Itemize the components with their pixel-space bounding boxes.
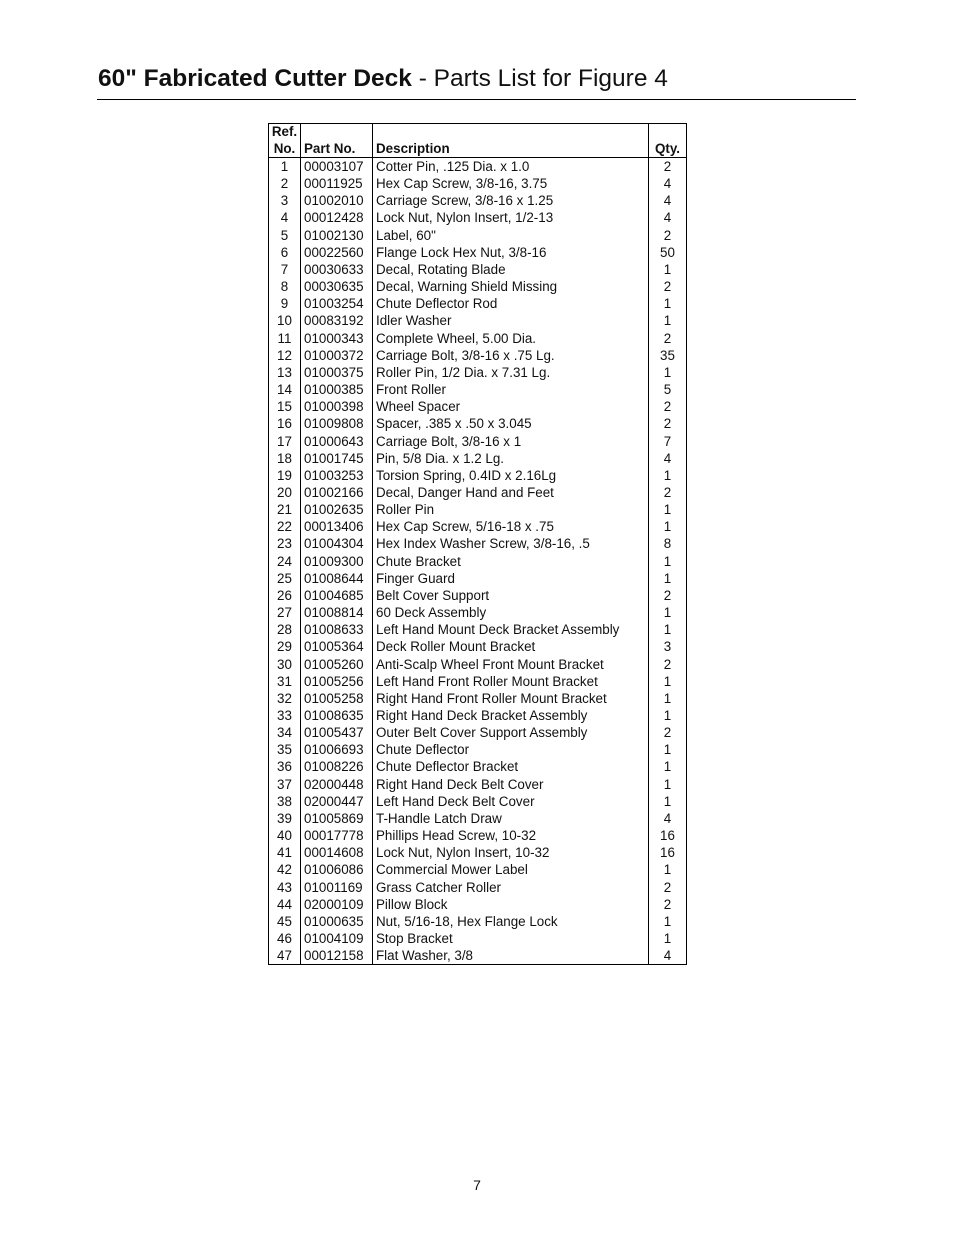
part-no-cell: 01008633: [301, 621, 373, 638]
qty-cell: 1: [649, 570, 687, 587]
table-row: [269, 227, 687, 244]
qty-cell: 1: [649, 930, 687, 947]
table-row: [269, 896, 687, 913]
description-cell: Decal, Rotating Blade: [373, 261, 649, 278]
part-no-cell: 01005869: [301, 810, 373, 827]
table-row: [269, 278, 687, 295]
ref-no-cell: 17: [269, 433, 301, 450]
part-no-cell: 01008635: [301, 707, 373, 724]
description-cell: Chute Deflector Rod: [373, 295, 649, 312]
qty-cell: 1: [649, 913, 687, 930]
ref-no-cell: 2: [269, 175, 301, 192]
description-cell: Nut, 5/16-18, Hex Flange Lock: [373, 913, 649, 930]
qty-cell: 4: [649, 192, 687, 209]
header-ref-line2: No.: [273, 140, 296, 156]
table-row: [269, 930, 687, 947]
part-no-cell: 00030635: [301, 278, 373, 295]
page-title: [98, 64, 668, 94]
part-no-cell: 01002130: [301, 227, 373, 244]
ref-no-cell: 26: [269, 587, 301, 604]
table-row: [269, 604, 687, 621]
ref-no-cell: 31: [269, 673, 301, 690]
ref-no-cell: 30: [269, 656, 301, 673]
ref-no-cell: 6: [269, 244, 301, 261]
description-cell: Hex Index Washer Screw, 3/8-16, .5: [373, 535, 649, 552]
description-cell: Right Hand Deck Belt Cover: [373, 776, 649, 793]
qty-cell: 1: [649, 364, 687, 381]
part-no-cell: 01006086: [301, 861, 373, 878]
qty-cell: 2: [649, 484, 687, 501]
qty-cell: 2: [649, 227, 687, 244]
ref-no-cell: 32: [269, 690, 301, 707]
part-no-cell: 01001745: [301, 450, 373, 467]
ref-no-cell: 20: [269, 484, 301, 501]
qty-cell: 7: [649, 433, 687, 450]
qty-cell: 4: [649, 450, 687, 467]
table-row: [269, 913, 687, 930]
description-cell: Left Hand Mount Deck Bracket Assembly: [373, 621, 649, 638]
part-no-cell: 02000447: [301, 793, 373, 810]
table-row: [269, 484, 687, 501]
ref-no-cell: 39: [269, 810, 301, 827]
table-row: [269, 810, 687, 827]
description-cell: Cotter Pin, .125 Dia. x 1.0: [373, 158, 649, 176]
part-no-cell: 01009808: [301, 415, 373, 432]
table-row: [269, 312, 687, 329]
table-row: [269, 553, 687, 570]
table-row: [269, 450, 687, 467]
ref-no-cell: 47: [269, 947, 301, 965]
part-no-cell: 01009300: [301, 553, 373, 570]
qty-cell: 5: [649, 381, 687, 398]
ref-no-cell: 13: [269, 364, 301, 381]
table-row: [269, 861, 687, 878]
table-body: [269, 158, 687, 965]
qty-cell: 1: [649, 776, 687, 793]
table-row: [269, 724, 687, 741]
qty-cell: 8: [649, 535, 687, 552]
description-cell: Deck Roller Mount Bracket: [373, 638, 649, 655]
part-no-cell: 01000375: [301, 364, 373, 381]
part-no-cell: 01002635: [301, 501, 373, 518]
table-row: [269, 947, 687, 965]
description-cell: Left Hand Deck Belt Cover: [373, 793, 649, 810]
ref-no-cell: 40: [269, 827, 301, 844]
part-no-cell: 01004109: [301, 930, 373, 947]
table-row: [269, 776, 687, 793]
ref-no-cell: 9: [269, 295, 301, 312]
description-cell: Lock Nut, Nylon Insert, 1/2-13: [373, 209, 649, 226]
qty-cell: 1: [649, 467, 687, 484]
ref-no-cell: 27: [269, 604, 301, 621]
page-number: 7: [473, 1177, 481, 1193]
description-cell: Roller Pin: [373, 501, 649, 518]
qty-cell: 1: [649, 518, 687, 535]
description-cell: Phillips Head Screw, 10-32: [373, 827, 649, 844]
part-no-cell: 01008814: [301, 604, 373, 621]
ref-no-cell: 18: [269, 450, 301, 467]
ref-no-cell: 7: [269, 261, 301, 278]
part-no-cell: 01000372: [301, 347, 373, 364]
description-cell: Hex Cap Screw, 3/8-16, 3.75: [373, 175, 649, 192]
description-cell: Left Hand Front Roller Mount Bracket: [373, 673, 649, 690]
description-cell: Finger Guard: [373, 570, 649, 587]
qty-cell: 16: [649, 844, 687, 861]
qty-cell: 2: [649, 278, 687, 295]
part-no-cell: 01002166: [301, 484, 373, 501]
description-cell: Pillow Block: [373, 896, 649, 913]
ref-no-cell: 36: [269, 758, 301, 775]
part-no-cell: 00013406: [301, 518, 373, 535]
table-row: [269, 192, 687, 209]
description-cell: Label, 60": [373, 227, 649, 244]
title-divider: [97, 99, 856, 100]
header-qty: Qty.: [649, 124, 687, 158]
ref-no-cell: 10: [269, 312, 301, 329]
qty-cell: 4: [649, 175, 687, 192]
part-no-cell: 00012428: [301, 209, 373, 226]
description-cell: Idler Washer: [373, 312, 649, 329]
ref-no-cell: 11: [269, 330, 301, 347]
qty-cell: 2: [649, 656, 687, 673]
description-cell: Lock Nut, Nylon Insert, 10-32: [373, 844, 649, 861]
qty-cell: 16: [649, 827, 687, 844]
part-no-cell: 01008644: [301, 570, 373, 587]
qty-cell: 50: [649, 244, 687, 261]
qty-cell: 1: [649, 758, 687, 775]
ref-no-cell: 37: [269, 776, 301, 793]
qty-cell: 2: [649, 896, 687, 913]
part-no-cell: 00012158: [301, 947, 373, 965]
table-row: [269, 330, 687, 347]
qty-cell: 2: [649, 415, 687, 432]
description-cell: Right Hand Deck Bracket Assembly: [373, 707, 649, 724]
table-row: [269, 827, 687, 844]
table-row: [269, 758, 687, 775]
part-no-cell: 00022560: [301, 244, 373, 261]
description-cell: Torsion Spring, 0.4ID x 2.16Lg: [373, 467, 649, 484]
qty-cell: 35: [649, 347, 687, 364]
ref-no-cell: 19: [269, 467, 301, 484]
ref-no-cell: 8: [269, 278, 301, 295]
description-cell: Pin, 5/8 Dia. x 1.2 Lg.: [373, 450, 649, 467]
table-row: [269, 707, 687, 724]
ref-no-cell: 33: [269, 707, 301, 724]
table-row: [269, 844, 687, 861]
header-description: Description: [373, 124, 649, 158]
table-row: [269, 656, 687, 673]
part-no-cell: 01005260: [301, 656, 373, 673]
part-no-cell: 01000385: [301, 381, 373, 398]
description-cell: Hex Cap Screw, 5/16-18 x .75: [373, 518, 649, 535]
table-row: [269, 244, 687, 261]
qty-cell: 1: [649, 741, 687, 758]
ref-no-cell: 42: [269, 861, 301, 878]
description-cell: Chute Bracket: [373, 553, 649, 570]
qty-cell: 1: [649, 707, 687, 724]
header-row: [269, 124, 687, 158]
part-no-cell: 00003107: [301, 158, 373, 176]
part-no-cell: 01002010: [301, 192, 373, 209]
description-cell: Grass Catcher Roller: [373, 879, 649, 896]
table-row: [269, 518, 687, 535]
description-cell: Carriage Bolt, 3/8-16 x 1: [373, 433, 649, 450]
ref-no-cell: 44: [269, 896, 301, 913]
qty-cell: 1: [649, 793, 687, 810]
ref-no-cell: 22: [269, 518, 301, 535]
table-row: [269, 415, 687, 432]
description-cell: Flat Washer, 3/8: [373, 947, 649, 965]
header-part-no: Part No.: [301, 124, 373, 158]
part-no-cell: 00011925: [301, 175, 373, 192]
ref-no-cell: 45: [269, 913, 301, 930]
ref-no-cell: 3: [269, 192, 301, 209]
description-cell: Carriage Screw, 3/8-16 x 1.25: [373, 192, 649, 209]
description-cell: Stop Bracket: [373, 930, 649, 947]
ref-no-cell: 24: [269, 553, 301, 570]
qty-cell: 1: [649, 604, 687, 621]
part-no-cell: 01000643: [301, 433, 373, 450]
description-cell: Roller Pin, 1/2 Dia. x 7.31 Lg.: [373, 364, 649, 381]
table-header: [269, 124, 687, 158]
part-no-cell: 02000448: [301, 776, 373, 793]
qty-cell: 4: [649, 209, 687, 226]
ref-no-cell: 23: [269, 535, 301, 552]
ref-no-cell: 1: [269, 158, 301, 176]
table-row: [269, 673, 687, 690]
table-row: [269, 621, 687, 638]
qty-cell: 2: [649, 879, 687, 896]
qty-cell: 1: [649, 261, 687, 278]
table-row: [269, 398, 687, 415]
ref-no-cell: 21: [269, 501, 301, 518]
table-row: [269, 535, 687, 552]
part-no-cell: 01004685: [301, 587, 373, 604]
qty-cell: 1: [649, 553, 687, 570]
table-row: [269, 793, 687, 810]
part-no-cell: 01000398: [301, 398, 373, 415]
ref-no-cell: 29: [269, 638, 301, 655]
table-row: [269, 381, 687, 398]
part-no-cell: 01005258: [301, 690, 373, 707]
part-no-cell: 01005437: [301, 724, 373, 741]
table-row: [269, 158, 687, 176]
table-row: [269, 261, 687, 278]
qty-cell: 2: [649, 330, 687, 347]
ref-no-cell: 25: [269, 570, 301, 587]
part-no-cell: 01000343: [301, 330, 373, 347]
description-cell: Right Hand Front Roller Mount Bracket: [373, 690, 649, 707]
qty-cell: 2: [649, 158, 687, 176]
table-row: [269, 570, 687, 587]
qty-cell: 2: [649, 587, 687, 604]
description-cell: Commercial Mower Label: [373, 861, 649, 878]
header-ref-no: [269, 124, 301, 158]
qty-cell: 1: [649, 621, 687, 638]
part-no-cell: 01000635: [301, 913, 373, 930]
qty-cell: 4: [649, 947, 687, 965]
description-cell: Front Roller: [373, 381, 649, 398]
ref-no-cell: 12: [269, 347, 301, 364]
title-bold-part: 60" Fabricated Cutter Deck: [98, 65, 412, 92]
part-no-cell: 01005364: [301, 638, 373, 655]
ref-no-cell: 4: [269, 209, 301, 226]
part-no-cell: 01008226: [301, 758, 373, 775]
ref-no-cell: 35: [269, 741, 301, 758]
description-cell: Outer Belt Cover Support Assembly: [373, 724, 649, 741]
description-cell: Carriage Bolt, 3/8-16 x .75 Lg.: [373, 347, 649, 364]
qty-cell: 2: [649, 724, 687, 741]
ref-no-cell: 38: [269, 793, 301, 810]
ref-no-cell: 14: [269, 381, 301, 398]
ref-no-cell: 43: [269, 879, 301, 896]
part-no-cell: 01006693: [301, 741, 373, 758]
table-row: [269, 638, 687, 655]
ref-no-cell: 34: [269, 724, 301, 741]
ref-no-cell: 15: [269, 398, 301, 415]
table-row: [269, 347, 687, 364]
description-cell: Anti-Scalp Wheel Front Mount Bracket: [373, 656, 649, 673]
part-no-cell: 00017778: [301, 827, 373, 844]
part-no-cell: 01004304: [301, 535, 373, 552]
qty-cell: 1: [649, 295, 687, 312]
qty-cell: 4: [649, 810, 687, 827]
ref-no-cell: 46: [269, 930, 301, 947]
part-no-cell: 00083192: [301, 312, 373, 329]
description-cell: Complete Wheel, 5.00 Dia.: [373, 330, 649, 347]
table-row: [269, 501, 687, 518]
parts-list-table: [268, 123, 687, 965]
qty-cell: 1: [649, 861, 687, 878]
qty-cell: 1: [649, 501, 687, 518]
description-cell: Wheel Spacer: [373, 398, 649, 415]
table-row: [269, 741, 687, 758]
description-cell: Spacer, .385 x .50 x 3.045: [373, 415, 649, 432]
table-row: [269, 209, 687, 226]
qty-cell: 3: [649, 638, 687, 655]
table-row: [269, 175, 687, 192]
table-row: [269, 879, 687, 896]
qty-cell: 1: [649, 690, 687, 707]
qty-cell: 2: [649, 398, 687, 415]
description-cell: Decal, Warning Shield Missing: [373, 278, 649, 295]
description-cell: Belt Cover Support: [373, 587, 649, 604]
header-ref-line1: Ref.: [271, 124, 298, 139]
table-row: [269, 587, 687, 604]
part-no-cell: 01003253: [301, 467, 373, 484]
table-row: [269, 433, 687, 450]
table-row: [269, 467, 687, 484]
title-subtitle-part: - Parts List for Figure 4: [411, 65, 668, 92]
table-row: [269, 690, 687, 707]
ref-no-cell: 5: [269, 227, 301, 244]
description-cell: Chute Deflector: [373, 741, 649, 758]
part-no-cell: 01005256: [301, 673, 373, 690]
table-row: [269, 364, 687, 381]
qty-cell: 1: [649, 312, 687, 329]
table-row: [269, 295, 687, 312]
part-no-cell: 00014608: [301, 844, 373, 861]
description-cell: Flange Lock Hex Nut, 3/8-16: [373, 244, 649, 261]
qty-cell: 1: [649, 673, 687, 690]
description-cell: T-Handle Latch Draw: [373, 810, 649, 827]
part-no-cell: 01001169: [301, 879, 373, 896]
ref-no-cell: 41: [269, 844, 301, 861]
ref-no-cell: 16: [269, 415, 301, 432]
part-no-cell: 02000109: [301, 896, 373, 913]
description-cell: 60 Deck Assembly: [373, 604, 649, 621]
part-no-cell: 01003254: [301, 295, 373, 312]
description-cell: Chute Deflector Bracket: [373, 758, 649, 775]
ref-no-cell: 28: [269, 621, 301, 638]
description-cell: Decal, Danger Hand and Feet: [373, 484, 649, 501]
part-no-cell: 00030633: [301, 261, 373, 278]
